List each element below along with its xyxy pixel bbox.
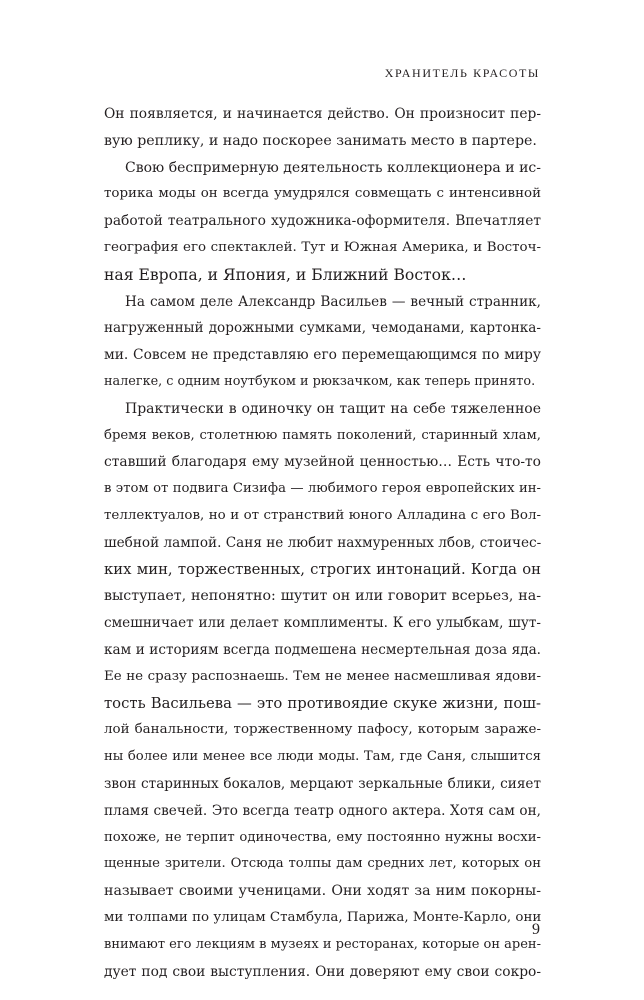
text-line: география его спектаклей. Тут и Южная Америка, и Восточ- bbox=[104, 239, 541, 255]
text-line: дует под свои выступления. Они доверяют ему свои сокро- bbox=[104, 963, 541, 980]
text-line: в этом от подвига Сизифа — любимого героя европейских ин- bbox=[104, 481, 541, 497]
text-line: бремя веков, столетнюю память поколений, старинный хлам, bbox=[104, 427, 541, 443]
text-line: ная Европа, и Япония, и Ближний Восток… bbox=[104, 265, 467, 284]
text-line: вую реплику, и надо поскорее занимать место в партере. bbox=[104, 132, 537, 149]
text-line: кам и историям всегда подмешена несмертельная доза яда. bbox=[104, 641, 541, 658]
text-line: налегке, с одним ноутбуком и рюкзачком, как теперь принято. bbox=[104, 373, 536, 389]
text-line: Свою беспримерную деятельность коллекционера и ис- bbox=[125, 159, 541, 176]
text-line: Он появляется, и начинается действо. Он произносит пер- bbox=[104, 106, 541, 122]
text-line: Ее не сразу распознаешь. Тем не менее насмешливая ядови- bbox=[104, 668, 541, 684]
text-line: лой банальности, торжественному пафосу, которым зараже- bbox=[104, 722, 541, 738]
text-line: смешничает или делает комплименты. К его улыбкам, шут- bbox=[104, 615, 541, 632]
text-line: нагруженный дорожными сумками, чемоданами, картонка- bbox=[104, 320, 541, 337]
text-line: щенные зрители. Отсюда толпы дам средних лет, которых он bbox=[104, 856, 541, 872]
text-line: ми. Совсем не представляю его перемещающимся по миру bbox=[104, 347, 541, 364]
text-line: похоже, не терпит одиночества, ему постоянно нужны восхи- bbox=[104, 829, 541, 845]
text-line: работой театрального художника-оформителя. Впечатляет bbox=[104, 213, 541, 230]
text-line: торика моды он всегда умудрялся совмещать с интенсивной bbox=[104, 186, 541, 202]
body-text bbox=[104, 101, 541, 985]
text-line: ставший благодаря ему музейной ценностью… Есть что-то bbox=[104, 454, 541, 471]
text-line: ких мин, торжественных, строгих интонаций. Когда он bbox=[104, 560, 541, 578]
running-head: ХРАНИТЕЛЬ КРАСОТЫ bbox=[384, 66, 540, 80]
text-line: ми толпами по улицам Стамбула, Парижа, Монте-Карло, они bbox=[104, 909, 542, 925]
text-line: шебной лампой. Саня не любит нахмуренных лбов, стоичес- bbox=[104, 534, 542, 551]
text-line: теллектуалов, но и от странствий юного Алладина с его Вол- bbox=[104, 507, 541, 523]
text-line: На самом деле Александр Васильев — вечный странник, bbox=[125, 293, 541, 310]
text-line: ны более или менее все люди моды. Там, где Саня, слышится bbox=[104, 749, 541, 765]
text-line: Практически в одиночку он тащит на себе тяжеленное bbox=[125, 400, 541, 417]
text-line: тость Васильева — это противоядие скуке жизни, пош- bbox=[104, 694, 541, 712]
text-line: выступает, непонятно: шутит он или говорит всерьез, на- bbox=[104, 588, 541, 605]
page-number: 9 bbox=[532, 921, 540, 938]
text-line: пламя свечей. Это всегда театр одного актера. Хотя сам он, bbox=[104, 802, 541, 819]
text-line: звон старинных бокалов, мерцают зеркальные блики, сияет bbox=[104, 775, 541, 792]
text-line: называет своими ученицами. Они ходят за ним покорны- bbox=[104, 883, 541, 900]
text-line: внимают его лекциям в музеях и ресторанах, которые он арен- bbox=[104, 936, 541, 952]
